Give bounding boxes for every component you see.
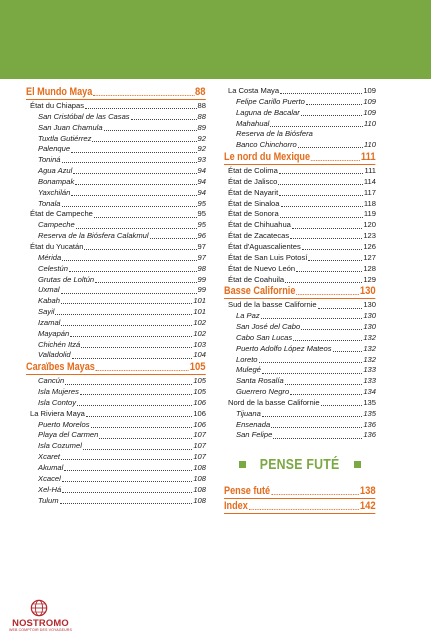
toc-entry-title: Laguna de Bacalar [236, 107, 300, 117]
dot-leader [285, 384, 363, 385]
toc-entry-title: Grutas de Loltún [38, 274, 95, 284]
toc-section-heading [26, 361, 206, 375]
toc-entry-page: 108 [193, 463, 206, 472]
toc-entry [26, 285, 206, 296]
toc-entry-title: État de San Luis Potosí [228, 252, 308, 262]
toc-entry-title: Xcacel [38, 473, 61, 483]
toc-entry-page: 110 [363, 140, 376, 150]
toc-entry-page: 129 [363, 274, 376, 284]
toc-entry-title: Banco Chinchorro [236, 140, 297, 150]
toc-entry-title: Xcaret [38, 452, 60, 462]
toc-section-heading [224, 500, 376, 514]
toc-entry [26, 220, 206, 231]
toc-entry-title: Celestún [38, 263, 68, 273]
dot-leader [96, 370, 189, 371]
toc-entry-page: 130 [359, 285, 376, 298]
toc-entry-title: San José del Cabo [236, 322, 301, 332]
toc-entry [26, 485, 206, 496]
toc-entry-page: 88 [195, 86, 206, 98]
toc-entry-page: 101 [193, 296, 206, 306]
toc-entry-page: 104 [193, 350, 206, 360]
dot-leader [65, 384, 192, 385]
toc-entry-title: État de Sonora [228, 209, 279, 219]
top-green-band [0, 0, 431, 79]
dot-leader [77, 405, 192, 406]
toc-entry [26, 177, 206, 188]
dot-leader [273, 438, 362, 439]
toc-entry-page: 109 [363, 86, 376, 95]
dot-leader [278, 184, 363, 185]
dot-leader [301, 115, 363, 116]
toc-entry-page: 108 [193, 473, 206, 483]
dot-leader [293, 340, 362, 341]
toc-entry-title: État de Coahuila [228, 274, 285, 284]
toc-entry-title: San Cristóbal de las Casas [38, 111, 130, 121]
toc-entry-page: 111 [364, 166, 376, 176]
toc-entry-page: 111 [360, 151, 376, 164]
dot-leader [61, 325, 192, 326]
dot-leader [55, 314, 192, 315]
dot-leader [62, 162, 197, 163]
toc-entry-page: 132 [363, 354, 376, 364]
dot-leader [301, 329, 362, 330]
dot-leader [60, 503, 193, 504]
toc-entry [224, 253, 376, 264]
toc-entry-title: Agua Azul [38, 166, 73, 176]
toc-entry-page: 117 [363, 187, 376, 197]
toc-entry [224, 311, 376, 322]
toc-entry [224, 264, 376, 275]
dot-leader [62, 260, 196, 261]
toc-entry-page: 130 [363, 322, 376, 332]
toc-entry-title: Valladolid [38, 350, 71, 360]
toc-entry [224, 209, 376, 220]
toc-entry-page: 99 [197, 274, 206, 284]
toc-entry [224, 220, 376, 231]
toc-entry-page: 110 [363, 118, 376, 128]
dot-leader [290, 238, 362, 239]
dot-leader [81, 347, 192, 348]
toc-entry [224, 129, 376, 140]
green-square-icon [354, 461, 361, 468]
dot-leader [279, 195, 363, 196]
toc-entry [26, 329, 206, 340]
toc-entry [224, 97, 376, 108]
toc-entry-page: 134 [363, 387, 376, 397]
toc-entry-title: Cancún [38, 376, 65, 386]
toc-entry-title: État de Sinaloa [228, 198, 280, 208]
dot-leader [280, 93, 362, 94]
toc-entry-page: 88 [197, 101, 206, 110]
toc-entry [224, 140, 376, 151]
toc-entry-page: 97 [197, 241, 206, 251]
dot-leader [249, 509, 359, 510]
toc-entry [26, 340, 206, 351]
toc-entry-title: Akumal [38, 463, 64, 472]
toc-entry-title: Isla Cozumel [38, 441, 82, 451]
toc-entry-page: 135 [363, 408, 376, 418]
toc-entry-page: 127 [363, 252, 376, 262]
toc-entry-title: Pense futé [224, 485, 271, 498]
dot-leader [69, 271, 197, 272]
toc-entry [26, 463, 206, 474]
toc-entry [26, 144, 206, 155]
toc-entry [26, 318, 206, 329]
dot-leader [279, 173, 364, 174]
toc-entry [26, 430, 206, 441]
toc-entry-title: Puerto Adolfo López Mateos [236, 343, 332, 353]
dot-leader [91, 427, 193, 428]
toc-entry-title: État de Jalisco [228, 176, 278, 186]
toc-entry-page: 108 [193, 484, 206, 494]
toc-entry-page: 133 [363, 376, 376, 386]
toc-entry-page: 98 [197, 263, 206, 273]
dot-leader [150, 238, 197, 239]
dot-leader [85, 108, 197, 109]
toc-entry [224, 322, 376, 333]
toc-entry [26, 123, 206, 134]
toc-entry-page: 88 [197, 111, 206, 121]
toc-entry-title: Mahahual [236, 118, 270, 128]
toc-entry-page: 105 [193, 387, 206, 397]
toc-entry-title: État de Zacatecas [228, 231, 290, 241]
toc-entry [26, 409, 206, 420]
toc-entry [224, 199, 376, 210]
pense-fute-title: PENSE FUTÉ [260, 455, 340, 473]
dot-leader [86, 416, 192, 417]
toc-entry-page: 95 [197, 220, 206, 230]
toc-entry-title: La Paz [236, 311, 260, 321]
toc-entry-title: Xel-Há [38, 484, 62, 494]
toc-entry-page: 130 [363, 300, 376, 310]
toc-entry-page: 106 [193, 419, 206, 429]
toc-entry-page: 132 [363, 343, 376, 353]
dot-leader [292, 228, 362, 229]
toc-entry-title: État de Campeche [30, 209, 93, 219]
toc-entry-title: Chichén Itzá [38, 339, 81, 349]
toc-entry-page: 119 [363, 209, 376, 219]
toc-entry-title: Playa del Carmen [38, 430, 99, 440]
toc-section-heading [224, 485, 376, 499]
toc-entry [224, 188, 376, 199]
toc-entry [26, 155, 206, 166]
toc-right-bottom [224, 485, 376, 514]
dot-leader [61, 459, 192, 460]
dot-leader [296, 271, 362, 272]
toc-entry-page: 103 [193, 339, 206, 349]
toc-entry-page: 109 [363, 96, 376, 106]
toc-entry-title: Index [224, 500, 248, 513]
toc-entry [26, 231, 206, 242]
toc-entry [26, 199, 206, 210]
toc-entry-title: Tijuana [236, 408, 261, 418]
toc-entry [224, 376, 376, 387]
dot-leader [80, 394, 192, 395]
toc-entry [26, 387, 206, 398]
toc-entry-page: 97 [197, 252, 206, 262]
toc-entry [224, 355, 376, 366]
dot-leader [271, 427, 362, 428]
toc-entry-title: État de Colima [228, 166, 278, 176]
dot-leader [318, 308, 363, 309]
toc-entry-page: 94 [197, 187, 206, 197]
dot-leader [296, 294, 359, 295]
toc-entry-title: Kabah [38, 296, 60, 306]
toc-entry [26, 166, 206, 177]
toc-entry-page: 114 [363, 176, 376, 186]
toc-entry [26, 209, 206, 220]
dot-leader [271, 494, 359, 495]
toc-entry [224, 420, 376, 431]
dot-leader [70, 336, 192, 337]
toc-entry-page: 109 [363, 107, 376, 117]
pense-fute-heading [224, 453, 376, 475]
toc-section-heading [224, 151, 376, 165]
toc-left-column [26, 86, 206, 506]
green-square-icon [239, 461, 246, 468]
toc-entry [224, 86, 376, 97]
toc-entry-title: Reserva de la Biósfera [236, 129, 313, 139]
dot-leader [93, 95, 194, 96]
toc-entry [26, 398, 206, 409]
dot-leader [99, 438, 192, 439]
toc-entry-title: État de Nayarit [228, 187, 279, 197]
toc-entry-page: 89 [197, 122, 206, 132]
dot-leader [262, 416, 362, 417]
toc-entry-title: Izamal [38, 317, 61, 327]
toc-entry-title: État du Yucatán [30, 241, 84, 251]
dot-leader [290, 394, 362, 395]
dot-leader [83, 449, 192, 450]
toc-entry-page: 138 [359, 485, 376, 498]
dot-leader [84, 249, 196, 250]
toc-entry-title: San Felipe [236, 430, 273, 440]
toc-entry-page: 123 [363, 231, 376, 241]
toc-entry-title: Sud de la basse Californie [228, 300, 317, 310]
logo-name: NOSTROMO [12, 617, 69, 628]
toc-entry-title: État d'Aguascalientes [228, 241, 301, 251]
dot-leader [298, 147, 363, 148]
dot-leader [280, 217, 363, 218]
toc-entry [26, 441, 206, 452]
toc-entry [224, 300, 376, 311]
toc-entry-title: Mayapán [38, 328, 70, 338]
toc-entry-page: 107 [193, 452, 206, 462]
toc-entry-title: Mulegé [236, 365, 261, 375]
toc-entry-title: Uxmal [38, 285, 60, 295]
toc-entry-title: Isla Mujeres [38, 387, 79, 397]
toc-entry-page: 106 [193, 397, 206, 407]
dot-leader [95, 282, 196, 283]
toc-entry-page: 142 [359, 500, 376, 513]
globe-icon [30, 599, 48, 617]
toc-entry-page: 118 [363, 198, 376, 208]
toc-entry [224, 242, 376, 253]
dot-leader [321, 405, 363, 406]
toc-entry [224, 398, 376, 409]
dot-leader [61, 303, 192, 304]
toc-entry-page: 136 [363, 430, 376, 440]
toc-entry-page: 102 [193, 317, 206, 327]
dot-leader [71, 152, 196, 153]
toc-entry [224, 365, 376, 376]
toc-entry-page: 133 [363, 365, 376, 375]
dot-leader [259, 362, 363, 363]
dot-leader [72, 358, 193, 359]
dot-leader [104, 130, 197, 131]
toc-entry-page: 96 [197, 231, 206, 241]
toc-entry-page: 108 [193, 495, 206, 505]
toc-entry-page: 120 [363, 220, 376, 230]
toc-entry-title: Caraïbes Mayas [26, 361, 95, 374]
toc-entry-page: 93 [197, 155, 206, 165]
toc-entry [26, 496, 206, 507]
toc-entry [26, 452, 206, 463]
dot-leader [61, 293, 197, 294]
dot-leader [262, 373, 362, 374]
toc-entry-title: Campeche [38, 220, 75, 230]
toc-entry-page: 95 [197, 209, 206, 219]
toc-entry-title: La Riviera Maya [30, 408, 85, 418]
toc-entry-page: 94 [197, 176, 206, 186]
dot-leader [62, 481, 193, 482]
toc-section-heading [224, 285, 376, 299]
toc-entry-title: Mérida [38, 252, 62, 262]
toc-section-heading [26, 86, 206, 100]
toc-entry-title: Reserva de la Biósfera Calakmul [38, 231, 149, 241]
toc-entry [26, 474, 206, 485]
toc-entry [224, 344, 376, 355]
dot-leader [64, 470, 192, 471]
dot-leader [71, 195, 196, 196]
toc-entry-title: San Juan Chamula [38, 122, 103, 132]
dot-leader [270, 126, 363, 127]
toc-entry-page: 126 [363, 241, 376, 251]
toc-entry-title: Tulum [38, 495, 59, 505]
toc-entry [26, 296, 206, 307]
toc-entry [26, 112, 206, 123]
toc-entry-title: Felipe Carillo Puerto [236, 96, 305, 106]
dot-leader [131, 119, 197, 120]
dot-leader [333, 351, 363, 352]
toc-entry [224, 231, 376, 242]
toc-entry [26, 275, 206, 286]
dot-leader [73, 173, 196, 174]
toc-entry [224, 387, 376, 398]
toc-entry-title: El Mundo Maya [26, 86, 93, 98]
toc-entry [224, 166, 376, 177]
toc-entry-title: Bonampak [38, 176, 75, 186]
dot-leader [261, 318, 363, 319]
toc-entry-title: Palenque [38, 144, 71, 154]
toc-entry [26, 264, 206, 275]
toc-entry-title: Tuxtla Gutiérrez [38, 133, 92, 143]
toc-entry-page: 130 [363, 311, 376, 321]
toc-entry-title: Santa Rosalía [236, 376, 284, 386]
toc-entry-page: 95 [197, 198, 206, 208]
toc-entry-title: État de Chihuahua [228, 220, 291, 230]
toc-entry-title: Nord de la basse Californie [228, 397, 320, 407]
dot-leader [308, 260, 362, 261]
toc-entry-page: 128 [363, 263, 376, 273]
dot-leader [62, 492, 192, 493]
toc-entry-page: 92 [197, 133, 206, 143]
toc-entry [26, 188, 206, 199]
toc-entry-title: Tonala [38, 198, 61, 208]
toc-entry-title: Guerrero Negro [236, 387, 290, 397]
dot-leader [76, 228, 197, 229]
toc-entry-title: Yaxchilán [38, 187, 71, 197]
dot-leader [92, 141, 196, 142]
toc-entry-page: 107 [193, 441, 206, 451]
logo-tagline: WEB COMPTOIR DES VOYAGEURS [9, 628, 72, 632]
toc-entry [26, 420, 206, 431]
toc-entry-title: État de Nuevo León [228, 263, 296, 273]
toc-entry [224, 119, 376, 130]
toc-entry-page: 101 [193, 307, 206, 317]
toc-entry-page: 99 [197, 285, 206, 295]
toc-entry [224, 108, 376, 119]
toc-entry-title: Ensenada [236, 419, 271, 429]
toc-entry-page: 106 [193, 408, 206, 418]
toc-entry-page: 105 [189, 361, 206, 374]
toc-entry [26, 101, 206, 112]
toc-entry-page: 94 [197, 166, 206, 176]
toc-entry [26, 307, 206, 318]
toc-entry [224, 177, 376, 188]
dot-leader [94, 217, 197, 218]
toc-entry-title: Isla Contoy [38, 397, 76, 407]
dot-leader [306, 104, 363, 105]
dot-leader [62, 206, 197, 207]
toc-entry-title: Sayil [38, 307, 55, 317]
dot-leader [302, 249, 363, 250]
toc-right-column [224, 86, 376, 515]
toc-entry-page: 135 [363, 397, 376, 407]
toc-entry [224, 430, 376, 441]
toc-entry-title: État du Chiapas [30, 101, 85, 110]
toc-entry [26, 253, 206, 264]
dot-leader [75, 184, 196, 185]
dot-leader [311, 160, 360, 161]
toc-entry-title: Basse Californie [224, 285, 296, 298]
toc-entry-page: 107 [193, 430, 206, 440]
toc-entry-title: Toniná [38, 155, 61, 165]
toc-entry-title: Loreto [236, 354, 258, 364]
nostromo-logo [4, 598, 77, 636]
toc-entry [224, 275, 376, 286]
toc-entry-page: 102 [193, 328, 206, 338]
toc-entry-page: 132 [363, 332, 376, 342]
dot-leader [285, 282, 362, 283]
toc-entry-title: La Costa Maya [228, 86, 280, 95]
toc-right-top [224, 86, 376, 441]
toc-entry-title: Cabo San Lucas [236, 332, 293, 342]
toc-entry-title: Puerto Morelos [38, 419, 90, 429]
toc-entry [26, 242, 206, 253]
toc-entry [26, 376, 206, 387]
toc-entry-title: Le nord du Mexique [224, 151, 311, 164]
dot-leader [281, 206, 363, 207]
toc-entry [224, 333, 376, 344]
toc-entry-page: 136 [363, 419, 376, 429]
toc-entry [26, 134, 206, 145]
toc-entry [224, 409, 376, 420]
toc-entry-page: 105 [193, 376, 206, 386]
toc-entry-page: 92 [197, 144, 206, 154]
toc-entry [26, 350, 206, 361]
